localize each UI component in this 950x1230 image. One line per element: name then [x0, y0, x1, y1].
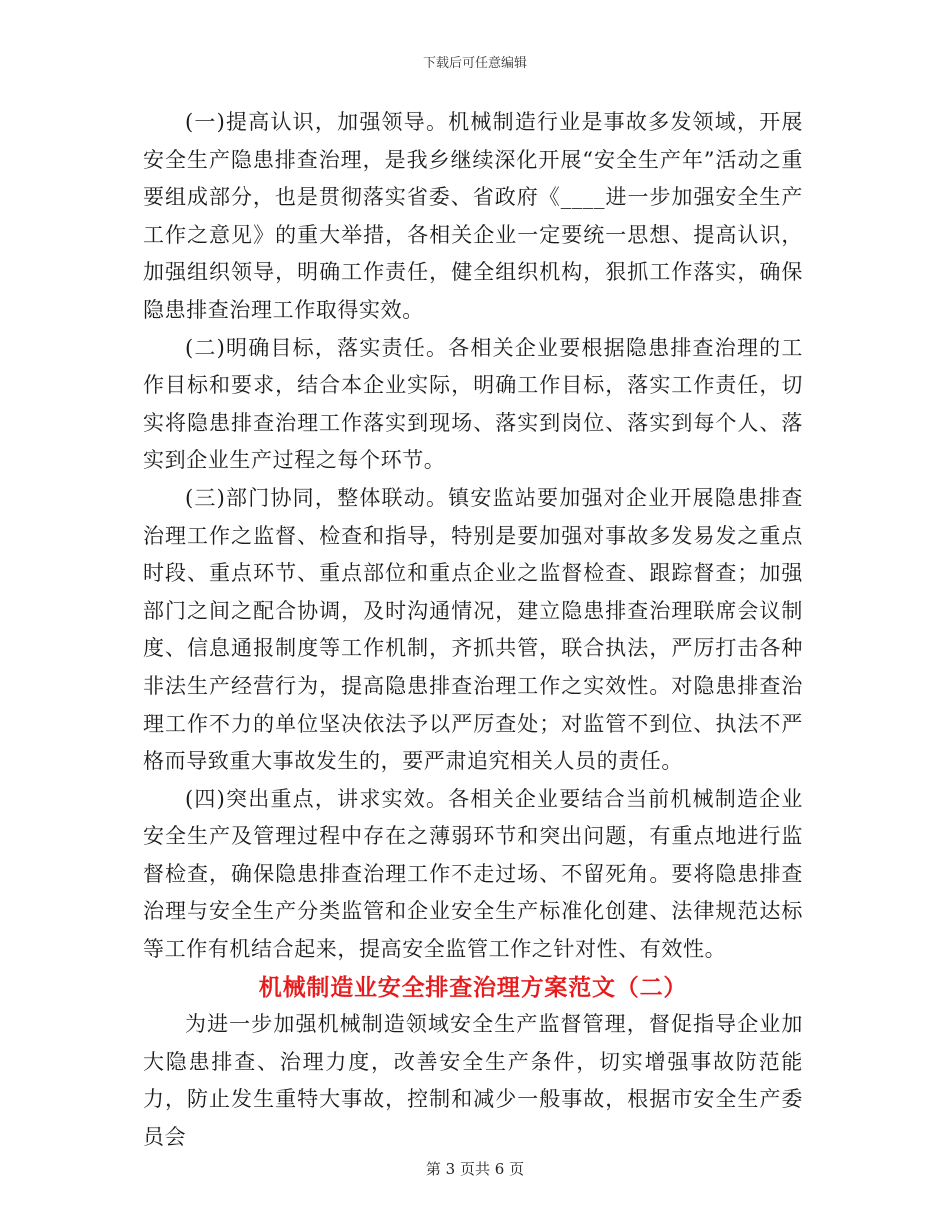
- paragraph-1: (一)提高认识，加强领导。机械制造行业是事故多发领域，开展安全生产隐患排查治理，是我乡继续深化开展“安全生产年”活动之重要组成部分，也是贯彻落实省委、省政府《____进一步加强安全生产工作之意见》的重大举措，各相关企业一定要统一思想、提高认识，加强组织领导，明确工作责任，健全组织机构，狠抓工作落实，确保隐患排查治理工作取得实效。: [143, 110, 803, 322]
- paragraph-4: (四)突出重点，讲求实效。各相关企业要结合当前机械制造企业安全生产及管理过程中存在之薄弱环节和突出问题，有重点地进行监督检查，确保隐患排查治理工作不走过场、不留死角。要将隐患排查治理与安全生产分类监管和企业安全生产标准化创建、法律规范达标等工作有机结合起来，提高安全监管工作之针对性、有效性。: [143, 786, 803, 962]
- section-title: 机械制造业安全排查治理方案范文（二）: [258, 973, 688, 1001]
- paragraph-2: (二)明确目标，落实责任。各相关企业要根据隐患排查治理的工作目标和要求，结合本企业实际，明确工作目标，落实工作责任，切实将隐患排查治理工作落实到现场、落实到岗位、落实到每个人、落实到企业生产过程之每个环节。: [143, 335, 803, 473]
- page-footer: 第 3 页共 6 页: [425, 1160, 525, 1178]
- paragraph-3: (三)部门协同，整体联动。镇安监站要加强对企业开展隐患排查治理工作之监督、检查和指导，特别是要加强对事故多发易发之重点时段、重点环节、重点部位和重点企业之监督检查、跟踪督查；加强部门之间之配合协调，及时沟通情况，建立隐患排查治理联席会议制度、信息通报制度等工作机制，齐抓共管，联合执法，严厉打击各种非法生产经营行为，提高隐患排查治理工作之实效性。对隐患排查治理工作不力的单位坚决依法予以严厉查处；对监管不到位、执法不严格而导致重大事故发生的，要严肃追究相关人员的责任。: [143, 485, 803, 774]
- section-paragraph-1: 为进一步加强机械制造领域安全生产监督管理，督促指导企业加大隐患排查、治理力度，改善安全生产条件，切实增强事故防范能力，防止发生重特大事故，控制和减少一般事故，根据市安全生产委员会: [143, 1012, 803, 1150]
- document-body: [143, 104, 803, 1157]
- page-header: 下载后可任意编辑: [422, 56, 527, 71]
